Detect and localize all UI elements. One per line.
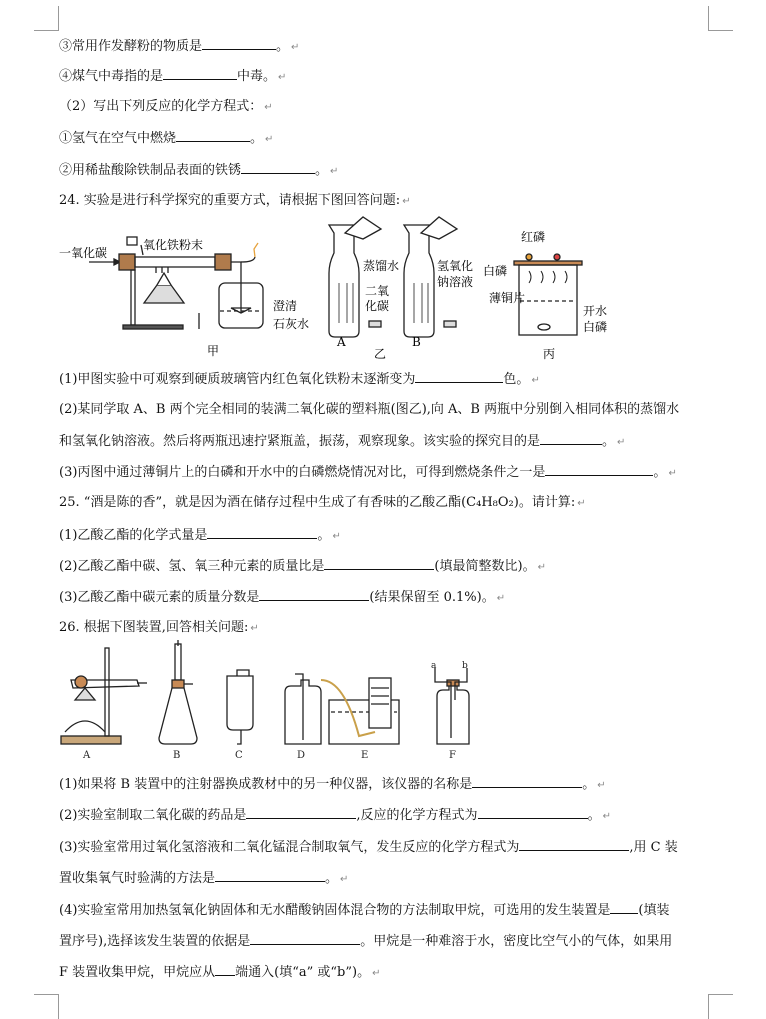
answer-blank <box>519 838 629 851</box>
question-line: 和氢氧化钠溶液。然后将两瓶迅速拧紧瓶盖，振荡，观察现象。该实验的探究目的是 。 ↵ <box>59 434 626 449</box>
answer-blank <box>415 370 503 383</box>
label-co2-2: 化碳 <box>365 299 390 313</box>
answer-blank <box>478 806 588 819</box>
caption-b: B <box>173 750 181 761</box>
label-limewater-2: 石灰水 <box>273 317 310 331</box>
question-line: (1)甲图实验中可观察到硬质玻璃管内红色氧化铁粉末逐渐变为 色。 ↵ <box>59 372 540 387</box>
label-co2-1: 二氧 <box>365 284 390 298</box>
question-line: (1)乙酸乙酯的化学式量是 。 ↵ <box>59 528 341 543</box>
corner-mark-bottom-left <box>34 994 59 1019</box>
caption-e: E <box>361 750 369 761</box>
caption-f: F <box>449 750 456 761</box>
question-line: (2)乙酸乙酯中碳、氢、氧三种元素的质量比是 (填最简整数比)。 ↵ <box>59 559 546 574</box>
figure-experiments-jia-yi-bing <box>59 213 659 367</box>
corner-mark-bottom-right <box>708 994 733 1019</box>
question-line: ③常用作发酵粉的物质是 。 ↵ <box>59 39 300 54</box>
question-line: ①氢气在空气中燃烧 。 ↵ <box>59 131 274 146</box>
port-a: a <box>431 661 437 671</box>
label-bottle-b: B <box>412 335 421 349</box>
answer-blank <box>246 806 356 819</box>
caption-d: D <box>297 750 306 761</box>
question-line: F 装置收集甲烷，甲烷应从 端通入(填“a” 或“b”)。 ↵ <box>59 965 381 980</box>
answer-blank <box>202 37 276 50</box>
question-line: (2)某同学取 A、B 两个完全相同的装满二氧化碳的塑料瓶(图乙),向 A、B 两瓶中分别倒入相同体积的蒸馏水 <box>59 402 680 417</box>
caption-c: C <box>235 750 243 761</box>
question-heading: 24. 实验是进行科学探究的重要方式，请根据下图回答问题: ↵ <box>59 193 411 208</box>
question-line: (4)实验室常用加热氢氧化钠固体和无水醋酸钠固体混合物的方法制取甲烷，可选用的发生装置是 (填装 <box>59 903 670 918</box>
answer-blank <box>324 557 434 570</box>
question-line: 置序号),选择该发生装置的依据是 。甲烷是一种难溶于水，密度比空气小的气体，如果用 <box>59 934 673 949</box>
answer-blank <box>207 526 317 539</box>
corner-mark-top-right <box>708 6 733 31</box>
answer-blank <box>545 463 653 476</box>
label-bottle-a: A <box>337 335 346 349</box>
label-limewater-1: 澄清 <box>273 299 298 313</box>
label-white-phosphorus-2: 白磷 <box>583 320 608 334</box>
label-boiling-water: 开水 <box>583 304 608 318</box>
answer-blank <box>259 588 369 601</box>
question-line: ②用稀盐酸除铁制品表面的铁锈 。 ↵ <box>59 163 339 178</box>
caption-a: A <box>83 750 91 761</box>
answer-blank <box>215 963 235 976</box>
question-line: (3)丙图中通过薄铜片上的白磷和开水中的白磷燃烧情况对比，可得到燃烧条件之一是 。 ↵ <box>59 465 677 480</box>
question-line: ④煤气中毒指的是 中毒。 ↵ <box>59 69 287 84</box>
answer-blank <box>176 129 250 142</box>
answer-blank <box>241 161 315 174</box>
question-heading: 25. “酒是陈的香”，就是因为酒在储存过程中生成了有香味的乙酸乙酯(C₄H₈O₂)。请计算: ↵ <box>59 495 586 510</box>
caption-yi: 乙 <box>374 347 387 361</box>
question-line: （2）写出下列反应的化学方程式： ↵ <box>59 99 273 114</box>
label-red-phosphorus: 红磷 <box>521 230 546 244</box>
figure-apparatus-a-to-f <box>59 640 519 769</box>
question-line: (2)实验室制取二氧化碳的药品是 ,反应的化学方程式为 。 ↵ <box>59 808 611 823</box>
answer-blank <box>215 869 325 882</box>
label-distilled-water: 蒸馏水 <box>363 259 400 273</box>
answer-blank <box>163 67 237 80</box>
answer-blank <box>540 432 602 445</box>
label-white-phosphorus-1: 白磷 <box>483 264 508 278</box>
question-heading: 26. 根据下图装置,回答相关问题: ↵ <box>59 620 259 635</box>
corner-mark-top-left <box>34 6 59 31</box>
port-b: b <box>462 661 468 671</box>
question-line: 置收集氧气时验满的方法是 。 ↵ <box>59 871 349 886</box>
label-naoh-2: 钠溶液 <box>437 275 474 289</box>
question-line: (1)如果将 B 装置中的注射器换成教材中的另一种仪器，该仪器的名称是 。 ↵ <box>59 777 606 792</box>
caption-jia: 甲 <box>207 344 220 358</box>
answer-blank <box>610 901 638 914</box>
label-naoh-1: 氢氧化 <box>437 259 474 273</box>
label-iron-oxide: 氧化铁粉末 <box>143 238 204 252</box>
answer-blank <box>472 775 582 788</box>
label-copper-sheet: 薄铜片 <box>489 291 526 305</box>
answer-blank <box>250 932 360 945</box>
caption-bing: 丙 <box>543 347 556 361</box>
question-line: (3)实验室常用过氧化氢溶液和二氧化锰混合制取氧气，发生反应的化学方程式为 ,用 C 装 <box>59 840 678 855</box>
label-carbon-monoxide: 一氧化碳 <box>59 246 108 260</box>
question-line: (3)乙酸乙酯中碳元素的质量分数是 (结果保留至 0.1%)。 ↵ <box>59 590 506 605</box>
